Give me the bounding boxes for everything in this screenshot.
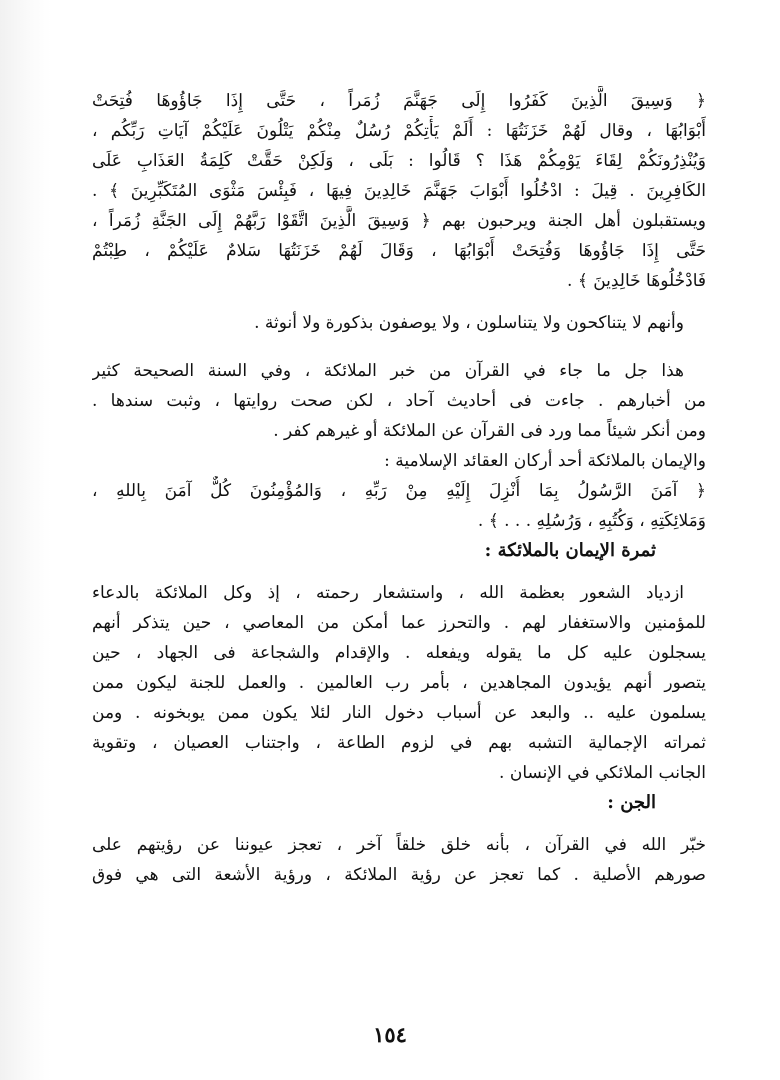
section-heading: الجن : <box>607 792 656 813</box>
paragraph <box>92 830 706 890</box>
text-line: الكَافِرِينَ . قِيلَ : ادْخُلُوا أَبْوَابَ جَهَنَّمَ خَالِدِينَ فِيهَا ، فَبِئْسَ مَثْوَى المُتَكَبِّرِينَ ﴾ . <box>92 181 706 201</box>
text-line: يسلمون عليه .. والبعد عن أسباب دخول النار لئلا يكون ممن يوبخونه . ومن <box>92 703 706 723</box>
quran-quote-block <box>92 86 706 296</box>
section-heading: ثمرة الإيمان بالملائكة : <box>484 540 656 561</box>
text-line: حَتَّى إِذَا جَاؤُوهَا وَفُتِحَتْ أَبْوَابُهَا ، وَقَالَ لَهُمْ خَزَنَتُهَا سَلامٌ عَلَيْكُمْ ، طِبْتُمْ <box>92 241 706 261</box>
text-line: أَبْوَابُهَا ، وقال لَهُمْ خَزَنَتُهَا : أَلَمْ يَأْتِكُمْ رُسُلٌ مِنْكُمْ يَتْلُونَ عَلَيْكُمْ آيَاتِ رَبِّكُم ، <box>92 121 706 141</box>
text-line: صورهم الأصلية . كما تعجز عن رؤية الملائكة ، ورؤية الأشعة التى هي فوق <box>92 865 706 885</box>
page-edge-shadow <box>0 0 52 1080</box>
text-line: ﴿ وَسِيقَ الَّذِينَ كَفَرُوا إِلَى جَهَنَّمَ زُمَراً ، حَتَّى إِذَا جَاؤُوهَا فُتِحَتْ <box>92 91 706 111</box>
text-line: ويستقبلون أهل الجنة ويرحبون بهم ﴿ وَسِيقَ الَّذِينَ اتَّقَوْا رَبَّهُمْ إِلَى الجَنَّةِ زُمَراً ، <box>92 211 706 231</box>
text-line: ومن أنكر شيئاً مما ورد فى القرآن عن الملائكة أو غيرهم كفر . <box>273 421 706 441</box>
text-line: هذا جل ما جاء في القرآن من خبر الملائكة ، وفي السنة الصحيحة كثير <box>92 361 684 381</box>
document-page <box>92 86 706 890</box>
text-line: ثمراته الإجمالية التشبه بهم في لزوم الطاعة ، واجتناب العصيان ، وتقوية <box>92 733 706 753</box>
text-line: الجانب الملائكي في الإنسان . <box>499 763 706 783</box>
text-line: والإيمان بالملائكة أحد أركان العقائد الإسلامية : <box>384 451 706 471</box>
text-line: فَادْخُلُوهَا خَالِدِينَ ﴾ . <box>567 271 706 291</box>
text-line: للمؤمنين والاستغفار لهم . والتحرز عما أمكن من المعاصي ، حين يتذكر أنهم <box>92 613 706 633</box>
paragraph <box>92 578 706 788</box>
text-line: وَيُنْذِرُونَكُمْ لِقَاءَ يَوْمِكُمْ هَذَا ؟ قَالُوا : بَلَى ، وَلَكِنْ حَقَّتْ كَلِمَةُ العَذَابِ عَلَى <box>92 151 706 171</box>
text-line: خبّر الله في القرآن ، بأنه خلق خلقاً آخر ، تعجز عيوننا عن رؤيتهم على <box>92 835 706 855</box>
text-line: يتصور أنهم يؤيدون المجاهدين ، بأمر رب العالمين . والعمل للجنة ليكون ممن <box>92 673 706 693</box>
text-line: ازدياد الشعور بعظمة الله ، واستشعار رحمته ، إذ وكل الملائكة بالدعاء <box>92 583 684 603</box>
text-line: يسجلون عليه كل ما يقوله ويفعله . والإقدام والشجاعة فى الجهاد ، حين <box>92 643 706 663</box>
page-number: ١٥٤ <box>373 1022 407 1047</box>
text-line: وأنهم لا يتناكحون ولا يتناسلون ، ولا يوصفون بذكورة ولا أنوثة . <box>254 313 684 333</box>
paragraph <box>92 356 706 536</box>
text-line: من أخبارهم . جاءت فى أحاديث آحاد ، لكن صحت روايتها ، وثبت سندها . <box>92 391 706 411</box>
paragraph <box>92 308 706 338</box>
text-line: ﴿ آمَنَ الرَّسُولُ بِمَا أُنْزِلَ إِلَيْهِ مِنْ رَبِّهِ ، وَالمُؤْمِنُونَ كُلٌّ آمَنَ بِاللهِ ، <box>92 481 706 501</box>
text-line: وَمَلائِكَتِهِ ، وَكُتُبِهِ ، وَرُسُلِهِ . . . ﴾ . <box>477 511 706 531</box>
